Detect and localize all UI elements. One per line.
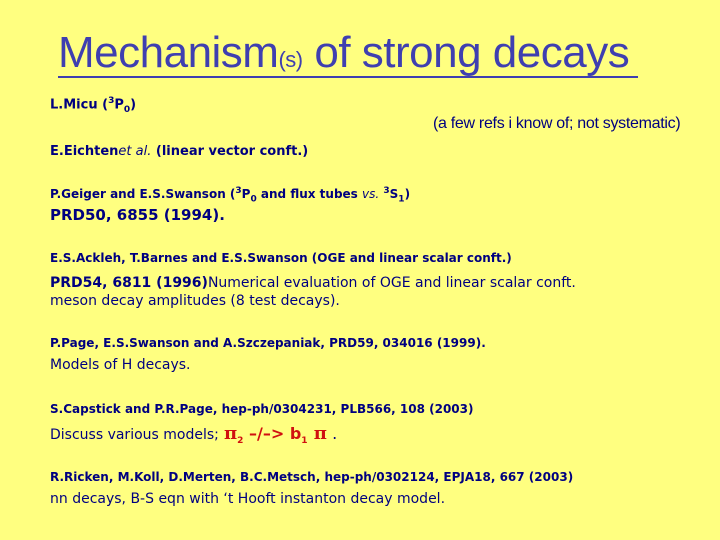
ricken-authors: R.Ricken, M.Koll, D.Merten, B.C.Metsch, hep-ph/0302124, EPJA18, 667 (2003): [50, 470, 574, 484]
ricken-desc: nn decays, B-S eqn with ‘t Hooft instanton decay model.: [50, 491, 446, 507]
ackleh-authors: E.S.Ackleh, T.Barnes and E.S.Swanson (OGE and linear scalar conft.): [50, 251, 512, 265]
eichten-etal: et al.: [118, 144, 152, 159]
title-underline: [58, 76, 638, 78]
capstick-desc: Discuss various models;: [50, 427, 219, 443]
page-desc: Models of H decays.: [50, 357, 191, 373]
page-authors: P.Page, E.S.Swanson and A.Szczepaniak, PRD59, 034016 (1999).: [50, 336, 486, 350]
capstick-desc-line: Discuss various models; $\pi_2$ –/–> $b_1$ π .: [50, 423, 338, 447]
eichten-name: E.Eichten: [50, 144, 119, 159]
ackleh-ref: PRD54, 6811 (1996): [50, 275, 208, 291]
ackleh-desc1: Numerical evaluation of OGE and linear scalar conft.: [207, 275, 576, 291]
geiger-ref: PRD50, 6855 (1994).: [50, 206, 225, 224]
ackleh-desc2: meson decay amplitudes (8 test decays).: [50, 293, 340, 309]
micu-line: L.Micu $(^3P_0)$: [50, 96, 137, 115]
disclaimer-note: (a few refs i know of; not systematic): [433, 115, 681, 132]
page-title: [58, 28, 629, 78]
ackleh-ref-line: [50, 272, 576, 291]
eichten-line: [50, 144, 308, 159]
title-main: Mechanism: [58, 28, 279, 77]
micu-name: L.Micu: [50, 97, 98, 113]
capstick-authors: S.Capstick and P.R.Page, hep-ph/0304231, PLB566, 108 (2003): [50, 402, 474, 416]
eichten-desc: (linear vector conft.): [155, 144, 309, 159]
pi-symbol: π: [223, 423, 238, 444]
title-paren: (s): [278, 47, 303, 72]
geiger-line: P.Geiger and E.S.Swanson ($^3P_0$ and flux tubes vs. $^3S_1$): [50, 186, 411, 205]
title-rest: of strong decays: [302, 28, 630, 77]
